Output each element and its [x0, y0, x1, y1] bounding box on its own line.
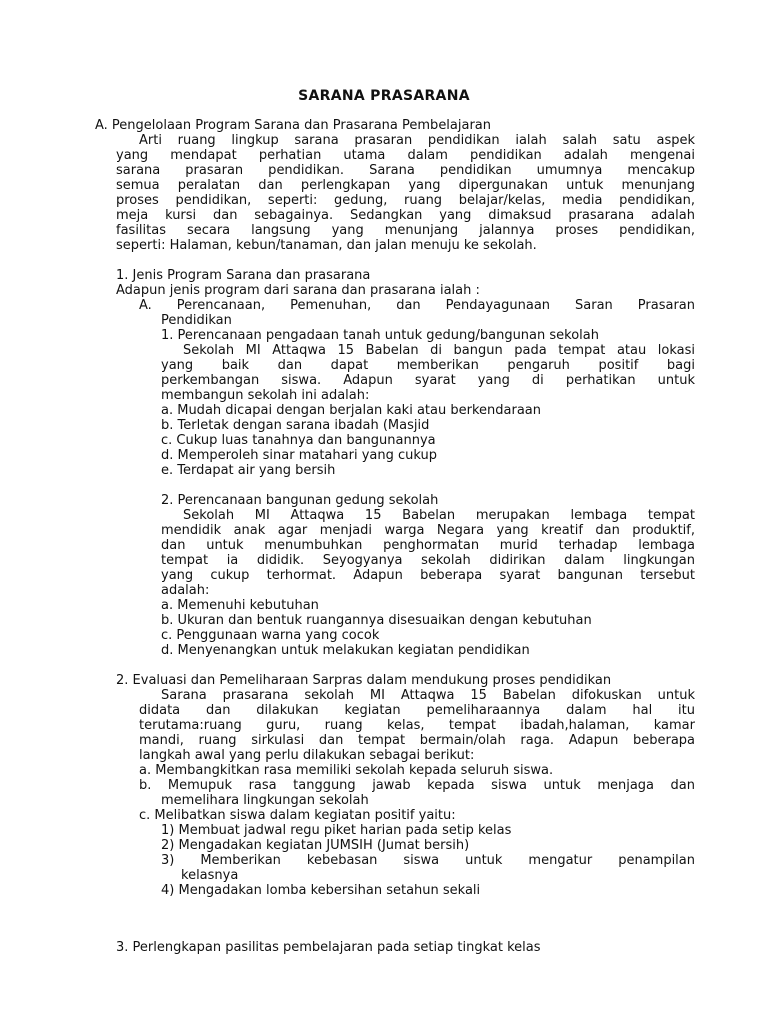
p1-para-line: membangun sekolah ini adalah:	[161, 388, 370, 403]
item-2-para-line: terutama:ruang guru, ruang kelas, tempat ibadah,halaman, kamar	[139, 718, 695, 733]
p2-list-item: a. Memenuhi kebutuhan	[161, 598, 319, 613]
p2-heading: 2. Perencanaan bangunan gedung sekolah	[161, 493, 439, 508]
section-a-para-line: sarana prasaran pendidikan. Sarana pendidikan umumnya mencakup	[116, 163, 695, 178]
p2-para-line: dan untuk menumbuhkan penghormatan murid terhadap lembaga	[161, 538, 695, 553]
p2-para-line: Sekolah MI Attaqwa 15 Babelan merupakan lembaga tempat	[183, 508, 695, 523]
item-2-para-line: mandi, ruang sirkulasi dan tempat bermain/olah raga. Adapun beberapa	[139, 733, 695, 748]
section-a-para-line: yang mendapat perhatian utama dalam pendidikan adalah mengenai	[116, 148, 695, 163]
p1-list-item: d. Memperoleh sinar matahari yang cukup	[161, 448, 437, 463]
item-2-numbered-item: 2) Mengadakan kegiatan JUMSIH (Jumat bersih)	[161, 838, 470, 853]
section-a-heading: A. Pengelolaan Program Sarana dan Prasarana Pembelajaran	[95, 118, 492, 133]
item-2-list-b: b. Memupuk rasa tanggung jawab kepada siswa untuk menjaga dan	[139, 778, 695, 793]
p2-para-line: adalah:	[161, 583, 210, 598]
item-2-list-c: c. Melibatkan siswa dalam kegiatan positif yaitu:	[139, 808, 456, 823]
p1-para-line: yang baik dan dapat memberikan pengaruh positif bagi	[161, 358, 695, 373]
item-2-para-line: Sarana prasarana sekolah MI Attaqwa 15 Babelan difokuskan untuk	[161, 688, 695, 703]
item-2-numbered-item: 1) Membuat jadwal regu piket harian pada setip kelas	[161, 823, 512, 838]
p2-para-line: tempat ia dididik. Seyogyanya sekolah didirikan dalam lingkungan	[161, 553, 695, 568]
p2-para-line: mendidik anak agar menjadi warga Negara yang kreatif dan produktif,	[161, 523, 695, 538]
p1-para-line: perkembangan siswa. Adapun syarat yang di perhatikan untuk	[161, 373, 695, 388]
item-2-list-a: a. Membangkitkan rasa memiliki sekolah kepada seluruh siswa.	[139, 763, 554, 778]
p1-list-item: b. Terletak dengan sarana ibadah (Masjid	[161, 418, 430, 433]
item-2-heading: 2. Evaluasi dan Pemeliharaan Sarpras dalam mendukung proses pendidikan	[116, 673, 612, 688]
sub-a-heading: A. Perencanaan, Pemenuhan, dan Pendayagunaan Saran Prasaran	[139, 298, 695, 313]
item-2-para-line: didata dan dilakukan kegiatan pemeliharaannya dalam hal itu	[139, 703, 695, 718]
item-2-numbered-item: 3) Memberikan kebebasan siswa untuk mengatur penampilan	[161, 853, 695, 868]
sub-a-heading-cont: Pendidikan	[161, 313, 232, 328]
item-1-intro: Adapun jenis program dari sarana dan prasarana ialah :	[116, 283, 480, 298]
p2-list-item: c. Penggunaan warna yang cocok	[161, 628, 380, 643]
p1-heading: 1. Perencanaan pengadaan tanah untuk gedung/bangunan sekolah	[161, 328, 599, 343]
item-1-heading: 1. Jenis Program Sarana dan prasarana	[116, 268, 371, 283]
p2-para-line: yang cukup terhormat. Adapun beberapa syarat bangunan tersebut	[161, 568, 695, 583]
item-2-list-b-cont: memelihara lingkungan sekolah	[161, 793, 369, 808]
section-a-para-line: seperti: Halaman, kebun/tanaman, dan jalan menuju ke sekolah.	[116, 238, 537, 253]
p1-list-item: e. Terdapat air yang bersih	[161, 463, 336, 478]
section-a-para-line: proses pendidikan, seperti: gedung, ruang belajar/kelas, media pendidikan,	[116, 193, 695, 208]
p2-list-item: d. Menyenangkan untuk melakukan kegiatan pendidikan	[161, 643, 530, 658]
item-2-para-line: langkah awal yang perlu dilakukan sebagai berikut:	[139, 748, 475, 763]
item-2-numbered-item-cont: kelasnya	[181, 868, 239, 883]
section-a-para-line: Arti ruang lingkup sarana prasaran pendidikan ialah salah satu aspek	[139, 133, 695, 148]
item-3-heading: 3. Perlengkapan pasilitas pembelajaran pada setiap tingkat kelas	[116, 940, 541, 955]
p1-para-line: Sekolah MI Attaqwa 15 Babelan di bangun pada tempat atau lokasi	[183, 343, 695, 358]
item-2-numbered-item: 4) Mengadakan lomba kebersihan setahun sekali	[161, 883, 481, 898]
p1-list-item: c. Cukup luas tanahnya dan bangunannya	[161, 433, 436, 448]
document-title: SARANA PRASARANA	[298, 88, 470, 104]
section-a-para-line: meja kursi dan sebagainya. Sedangkan yang dimaksud prasarana adalah	[116, 208, 695, 223]
section-a-para-line: semua peralatan dan perlengkapan yang dipergunakan untuk menunjang	[116, 178, 695, 193]
p2-list-item: b. Ukuran dan bentuk ruangannya disesuaikan dengan kebutuhan	[161, 613, 592, 628]
section-a-para-line: fasilitas secara langsung yang menunjang jalannya proses pendidikan,	[116, 223, 695, 238]
p1-list-item: a. Mudah dicapai dengan berjalan kaki atau berkendaraan	[161, 403, 541, 418]
